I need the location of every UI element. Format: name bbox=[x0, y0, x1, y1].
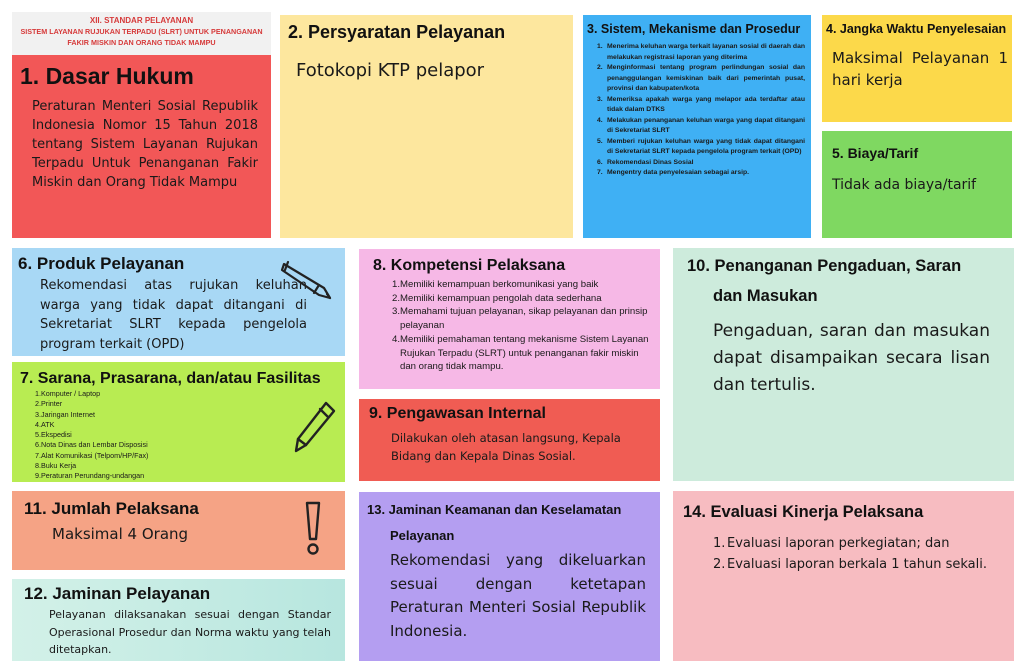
card-title: 12. Jaminan Pelayanan bbox=[24, 584, 211, 603]
facility-list bbox=[35, 389, 275, 482]
card-produk bbox=[12, 248, 345, 356]
list-item-text: Menginformasi tentang program perlindungan sosial dan penanggulangan kemiskinan baik dari pemerintah pusat, provinsi dan kabupaten/kota bbox=[607, 64, 805, 92]
list-item bbox=[597, 137, 805, 158]
list-item bbox=[597, 95, 805, 116]
card-body: Pelayanan dilaksanakan sesuai dengan Standar Operasional Prosedur dan Norma waktu yang telah ditetapkan. bbox=[49, 608, 331, 656]
list-item bbox=[35, 451, 275, 461]
card-jaminan-pelayanan bbox=[12, 579, 345, 661]
list-item-text: Memiliki kemampuan berkomunikasi yang baik bbox=[400, 279, 599, 290]
card-biaya bbox=[822, 131, 1012, 238]
list-item-number: 7. bbox=[597, 169, 603, 176]
card-body: Peraturan Menteri Sosial Republik Indonesia Nomor 15 Tahun 2018 tentang Sistem Layanan Rujukan Terpadu Untuk Penanganan Fakir Miskin dan Orang Tidak Mampu bbox=[32, 99, 258, 190]
list-item-text: Evaluasi laporan berkala 1 tahun sekali. bbox=[727, 557, 987, 572]
list-item-text: Melakukan penanganan keluhan warga yang dapat ditangani di Sekretariat SLRT bbox=[607, 116, 805, 134]
list-item-number: 2. bbox=[597, 64, 603, 71]
list-item bbox=[597, 168, 805, 179]
card-sistem-prosedur bbox=[583, 15, 811, 238]
card-body: Maksimal 4 Orang bbox=[52, 525, 189, 543]
list-item bbox=[597, 63, 805, 95]
list-item bbox=[35, 430, 275, 440]
list-item-number: 4. bbox=[597, 116, 603, 124]
card-title-line-1: 13. Jaminan Keamanan dan Keselamatan bbox=[367, 502, 622, 517]
card-title: 7. Sarana, Prasarana, dan/atau Fasilitas bbox=[20, 370, 321, 387]
list-item-number: 9. bbox=[35, 471, 41, 481]
list-item bbox=[713, 533, 991, 554]
list-item-number: 6. bbox=[35, 440, 41, 450]
list-item bbox=[35, 389, 275, 399]
list-item-text: Evaluasi laporan perkegiatan; dan bbox=[727, 536, 950, 551]
list-item-text: ATK bbox=[41, 419, 55, 429]
exclamation-icon bbox=[301, 499, 325, 559]
header-line-3: FAKIR MISKIN DAN ORANG TIDAK MAMPU bbox=[67, 38, 216, 47]
card-title: 1. Dasar Hukum bbox=[20, 63, 194, 89]
list-item bbox=[597, 116, 805, 137]
evaluation-list bbox=[713, 533, 991, 575]
list-item-number: 1. bbox=[35, 389, 41, 398]
list-item-text: Memeriksa apakah warga yang melapor ada terdaftar atau tidak dalam DTKS bbox=[607, 95, 805, 113]
list-item-text: Komputer / Laptop bbox=[41, 389, 101, 398]
list-item-number: 3. bbox=[392, 306, 401, 318]
list-item bbox=[392, 278, 650, 292]
card-persyaratan bbox=[280, 15, 573, 238]
card-title: 6. Produk Pelayanan bbox=[18, 254, 185, 273]
card-pengaduan bbox=[673, 248, 1014, 481]
list-item-number: 1. bbox=[392, 279, 401, 290]
list-item-number: 5. bbox=[597, 137, 603, 145]
card-jaminan-keamanan bbox=[359, 492, 660, 661]
list-item-text: Jaringan Internet bbox=[41, 409, 95, 419]
list-item-text: Alat Komunikasi (Telpom/HP/Fax) bbox=[41, 450, 149, 460]
list-item-text: Nota Dinas dan Lembar Disposisi bbox=[41, 440, 148, 450]
list-item-text: Mengentry data penyelesaian sebagai arsip. bbox=[607, 169, 750, 176]
list-item bbox=[713, 554, 991, 575]
list-item bbox=[35, 410, 275, 420]
list-item bbox=[392, 333, 650, 374]
procedure-list bbox=[597, 42, 805, 179]
competency-list bbox=[392, 278, 650, 374]
list-item-number: 2. bbox=[35, 399, 41, 409]
card-title: 9. Pengawasan Internal bbox=[369, 405, 546, 422]
list-item-number: 2. bbox=[392, 292, 401, 304]
fountain-pen-icon bbox=[280, 258, 340, 304]
list-item bbox=[597, 158, 805, 169]
list-item-number: 6. bbox=[597, 158, 603, 166]
list-item-text: Menerima keluhan warga terkait layanan sosial di daerah dan melakukan registrasi laporan yang diterima bbox=[607, 43, 805, 61]
list-item bbox=[35, 461, 275, 471]
list-item-number: 1. bbox=[713, 536, 726, 551]
list-item bbox=[35, 471, 275, 481]
list-item bbox=[35, 399, 275, 409]
list-item bbox=[35, 420, 275, 430]
header-block bbox=[12, 12, 271, 55]
list-item-number: 8. bbox=[35, 461, 41, 471]
list-item-number: 2. bbox=[713, 557, 726, 572]
list-item-number: 7. bbox=[35, 450, 41, 460]
card-evaluasi bbox=[673, 491, 1014, 661]
card-title: 5. Biaya/Tarif bbox=[832, 145, 919, 161]
list-item bbox=[392, 292, 650, 306]
list-item-number: 5. bbox=[35, 430, 41, 440]
card-body: Maksimal Pelayanan 1 hari kerja bbox=[832, 49, 1008, 89]
list-item bbox=[597, 42, 805, 63]
card-body: Rekomendasi atas rujukan keluhan warga yang tidak dapat ditangani di Sekretariat SLRT kepada pengelola program terkait (OPD) bbox=[40, 278, 307, 352]
header-line-1: XII. STANDAR PELAYANAN bbox=[89, 16, 194, 25]
list-item bbox=[392, 305, 650, 332]
card-sarana bbox=[12, 362, 345, 482]
list-item-number: 4. bbox=[392, 333, 401, 345]
list-item-number: 3. bbox=[35, 409, 41, 419]
card-title: 3. Sistem, Mekanisme dan Prosedur bbox=[587, 22, 801, 36]
card-body: Tidak ada biaya/tarif bbox=[832, 177, 977, 193]
pencil-icon bbox=[292, 399, 338, 459]
card-body: Fotokopi KTP pelapor bbox=[296, 60, 485, 81]
card-title: 2. Persyaratan Pelayanan bbox=[288, 22, 506, 42]
list-item-text: Peraturan Perundang-undangan bbox=[41, 471, 145, 481]
card-kompetensi bbox=[359, 249, 660, 389]
header-line-2: SISTEM LAYANAN RUJUKAN TERPADU (SLRT) UNTUK PENANGANAN bbox=[20, 27, 263, 36]
list-item-number: 1. bbox=[597, 43, 603, 50]
card-title: 8. Kompetensi Pelaksana bbox=[373, 257, 566, 274]
list-item-number: 3. bbox=[597, 95, 603, 103]
card-title-line-2: Pelayanan bbox=[390, 528, 455, 543]
card-title: 11. Jumlah Pelaksana bbox=[24, 499, 199, 518]
card-body: Rekomendasi yang dikeluarkan sesuai dengan ketetapan Peraturan Menteri Sosial Republik Indonesia. bbox=[390, 551, 646, 640]
list-item-text: Rekomendasi Dinas Sosial bbox=[607, 158, 694, 166]
list-item-text: Ekspedisi bbox=[41, 430, 72, 440]
card-body: Pengaduan, saran dan masukan dapat disampaikan secara lisan dan tertulis. bbox=[713, 321, 990, 395]
list-item-text: Printer bbox=[41, 399, 63, 409]
card-jangka-waktu bbox=[822, 15, 1012, 122]
list-item bbox=[35, 440, 275, 450]
list-item-text: Memiliki pemahaman tentang mekanisme Sistem Layanan Rujukan Terpadu (SLRT) untuk penanganan fakir miskin dan orang tidak mampu. bbox=[400, 333, 649, 373]
card-body: Dilakukan oleh atasan langsung, Kepala Bidang dan Kepala Dinas Sosial. bbox=[391, 431, 621, 463]
list-item-text: Memahami tujuan pelayanan, sikap pelayanan dan prinsip pelayanan bbox=[400, 306, 648, 332]
list-item-text: Memiliki kemampuan pengolah data sederhana bbox=[400, 292, 602, 304]
list-item-number: 4. bbox=[35, 419, 41, 429]
card-title: 14. Evaluasi Kinerja Pelaksana bbox=[683, 503, 924, 521]
card-jumlah-pelaksana bbox=[12, 491, 345, 570]
card-title-line-2: dan Masukan bbox=[713, 287, 818, 305]
card-title: 4. Jangka Waktu Penyelesaian bbox=[826, 22, 1007, 36]
list-item-text: Buku Kerja bbox=[41, 461, 77, 471]
card-pengawasan bbox=[359, 399, 660, 481]
card-dasar-hukum bbox=[12, 55, 271, 238]
list-item-text: Memberi rujukan keluhan warga yang tidak dapat ditangani di Sekretariat SLRT kepada pengelola program terkait (OPD) bbox=[607, 137, 805, 155]
card-title-line-1: 10. Penanganan Pengaduan, Saran bbox=[687, 257, 962, 275]
